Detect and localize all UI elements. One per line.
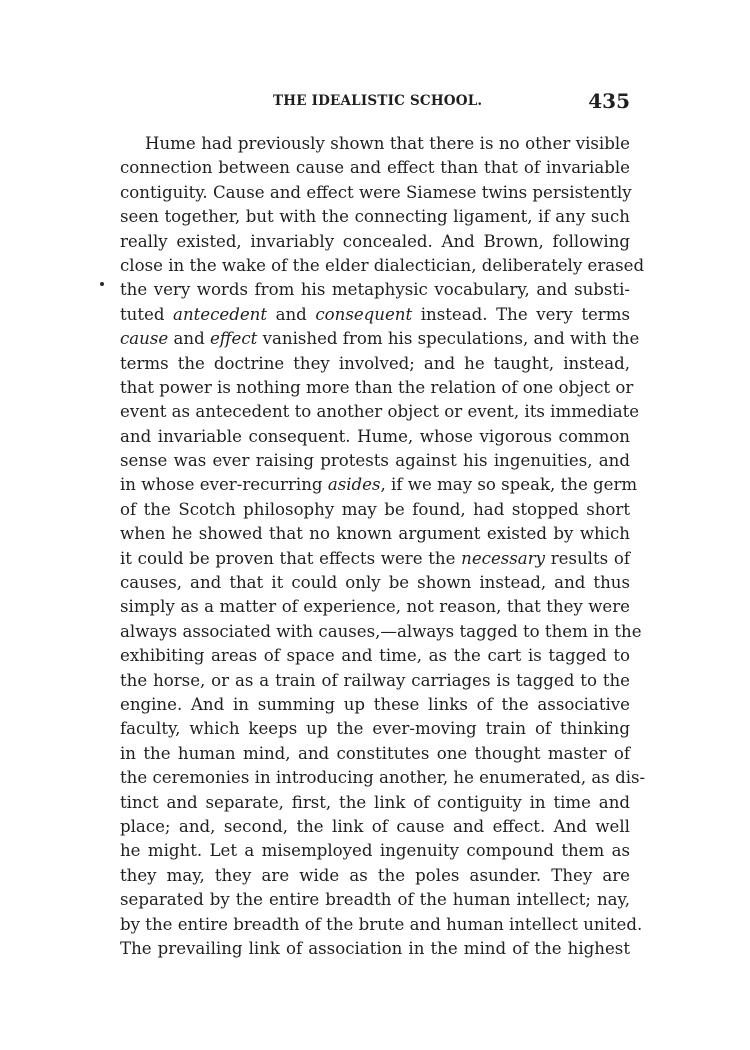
text-segment: engine. And in summing up these links of the associative: [120, 694, 630, 714]
text-segment: in the human mind, and constitutes one thought master of: [120, 743, 630, 763]
text-segment: , if we may so speak, the germ: [380, 475, 638, 495]
body-paragraph: [120, 132, 646, 961]
text-segment: instead. The very terms: [412, 304, 630, 324]
text-segment: terms the doctrine they involved; and he taught, instead,: [120, 353, 630, 373]
text-line: [120, 766, 646, 790]
text-line: [120, 425, 630, 449]
text-line: [120, 595, 630, 619]
text-segment: the horse, or as a train of railway carriages is tagged to the: [120, 670, 630, 690]
text-segment: vanished from his speculations, and with the: [257, 329, 640, 349]
text-line: [120, 571, 630, 595]
text-segment: they may, they are wide as the poles asunder. They are: [120, 865, 630, 885]
text-line: [120, 327, 640, 351]
italic-text: necessary: [461, 548, 546, 568]
text-segment: separated by the entire breadth of the human intellect; nay,: [120, 890, 630, 910]
text-line: [120, 230, 630, 254]
text-segment: The prevailing link of association in the mind of the highest: [120, 938, 630, 958]
text-segment: that power is nothing more than the relation of one object or: [120, 377, 634, 397]
text-line: [120, 791, 630, 815]
text-segment: causes, and that it could only be shown instead, and thus: [120, 573, 630, 593]
text-segment: when he showed that no known argument existed by which: [120, 524, 630, 544]
text-line: [120, 913, 643, 937]
text-line: [120, 303, 630, 327]
italic-text: asides: [327, 475, 381, 495]
page-header: [120, 91, 630, 123]
text-segment: close in the wake of the elder dialectician, deliberately erased: [120, 255, 645, 275]
text-line: [120, 547, 630, 571]
text-segment: event as antecedent to another object or event, its immediate: [120, 402, 640, 422]
text-segment: simply as a matter of experience, not reason, that they were: [120, 597, 630, 617]
text-segment: he might. Let a misemployed ingenuity compound them as: [120, 841, 630, 861]
text-segment: and: [267, 304, 316, 324]
text-segment: of the Scotch philosophy may be found, had stopped short: [120, 499, 630, 519]
text-segment: the very words from his metaphysic vocabulary, and substi-: [120, 280, 630, 300]
text-segment: and: [168, 329, 210, 349]
text-segment: Hume had previously shown that there is no other visible: [145, 134, 630, 153]
text-line: [120, 839, 630, 863]
text-line: [120, 278, 630, 302]
text-segment: results of: [545, 548, 630, 568]
text-segment: always associated with causes,—always tagged to them in the: [120, 621, 642, 641]
text-segment: faculty, which keeps up the ever-moving train of thinking: [120, 719, 630, 739]
text-line: [120, 522, 630, 546]
text-segment: tinct and separate, first, the link of contiguity in time and: [120, 792, 630, 812]
text-segment: and invariable consequent. Hume, whose vigorous common: [120, 426, 630, 446]
text-line: [120, 888, 630, 912]
text-line: [120, 473, 638, 497]
text-segment: by the entire breadth of the brute and human intellect united.: [120, 914, 643, 934]
text-line: [120, 400, 640, 424]
text-line: [120, 717, 630, 741]
text-segment: really existed, invariably concealed. And Brown, following: [120, 231, 630, 251]
text-line: [120, 352, 630, 376]
text-segment: connection between cause and effect than that of invariable: [120, 158, 630, 178]
italic-text: cause: [120, 329, 169, 349]
text-segment: place; and, second, the link of cause and effect. And well: [120, 816, 630, 836]
text-segment: in whose ever-recurring: [120, 475, 328, 495]
text-line: [120, 449, 630, 473]
margin-mark: [100, 282, 104, 286]
text-line: [120, 376, 634, 400]
text-line: [120, 498, 630, 522]
text-line: [120, 620, 642, 644]
italic-text: consequent: [315, 304, 413, 324]
italic-text: effect: [209, 329, 258, 349]
text-line: [120, 644, 630, 668]
text-segment: exhibiting areas of space and time, as the cart is tagged to: [120, 646, 630, 666]
text-line: [120, 864, 630, 888]
text-line: [120, 693, 630, 717]
text-line: [120, 205, 630, 229]
running-head: THE IDEALISTIC SCHOOL.: [273, 93, 483, 109]
text-line: [120, 181, 630, 205]
text-segment: seen together, but with the connecting ligament, if any such: [120, 207, 630, 227]
page-number: 435: [588, 89, 630, 113]
text-line: [120, 132, 630, 156]
text-segment: the ceremonies in introducing another, he enumerated, as dis-: [120, 768, 646, 788]
text-line: [120, 669, 630, 693]
text-line: [120, 937, 630, 961]
text-line: [120, 742, 630, 766]
text-segment: tuted: [120, 304, 174, 324]
text-segment: sense was ever raising protests against his ingenuities, and: [120, 451, 630, 471]
text-segment: it could be proven that effects were the: [120, 548, 462, 568]
text-segment: contiguity. Cause and effect were Siamese twins persistently: [120, 182, 632, 202]
italic-text: antecedent: [173, 304, 268, 324]
text-line: [120, 815, 630, 839]
text-line: [120, 254, 645, 278]
text-line: [120, 156, 630, 180]
